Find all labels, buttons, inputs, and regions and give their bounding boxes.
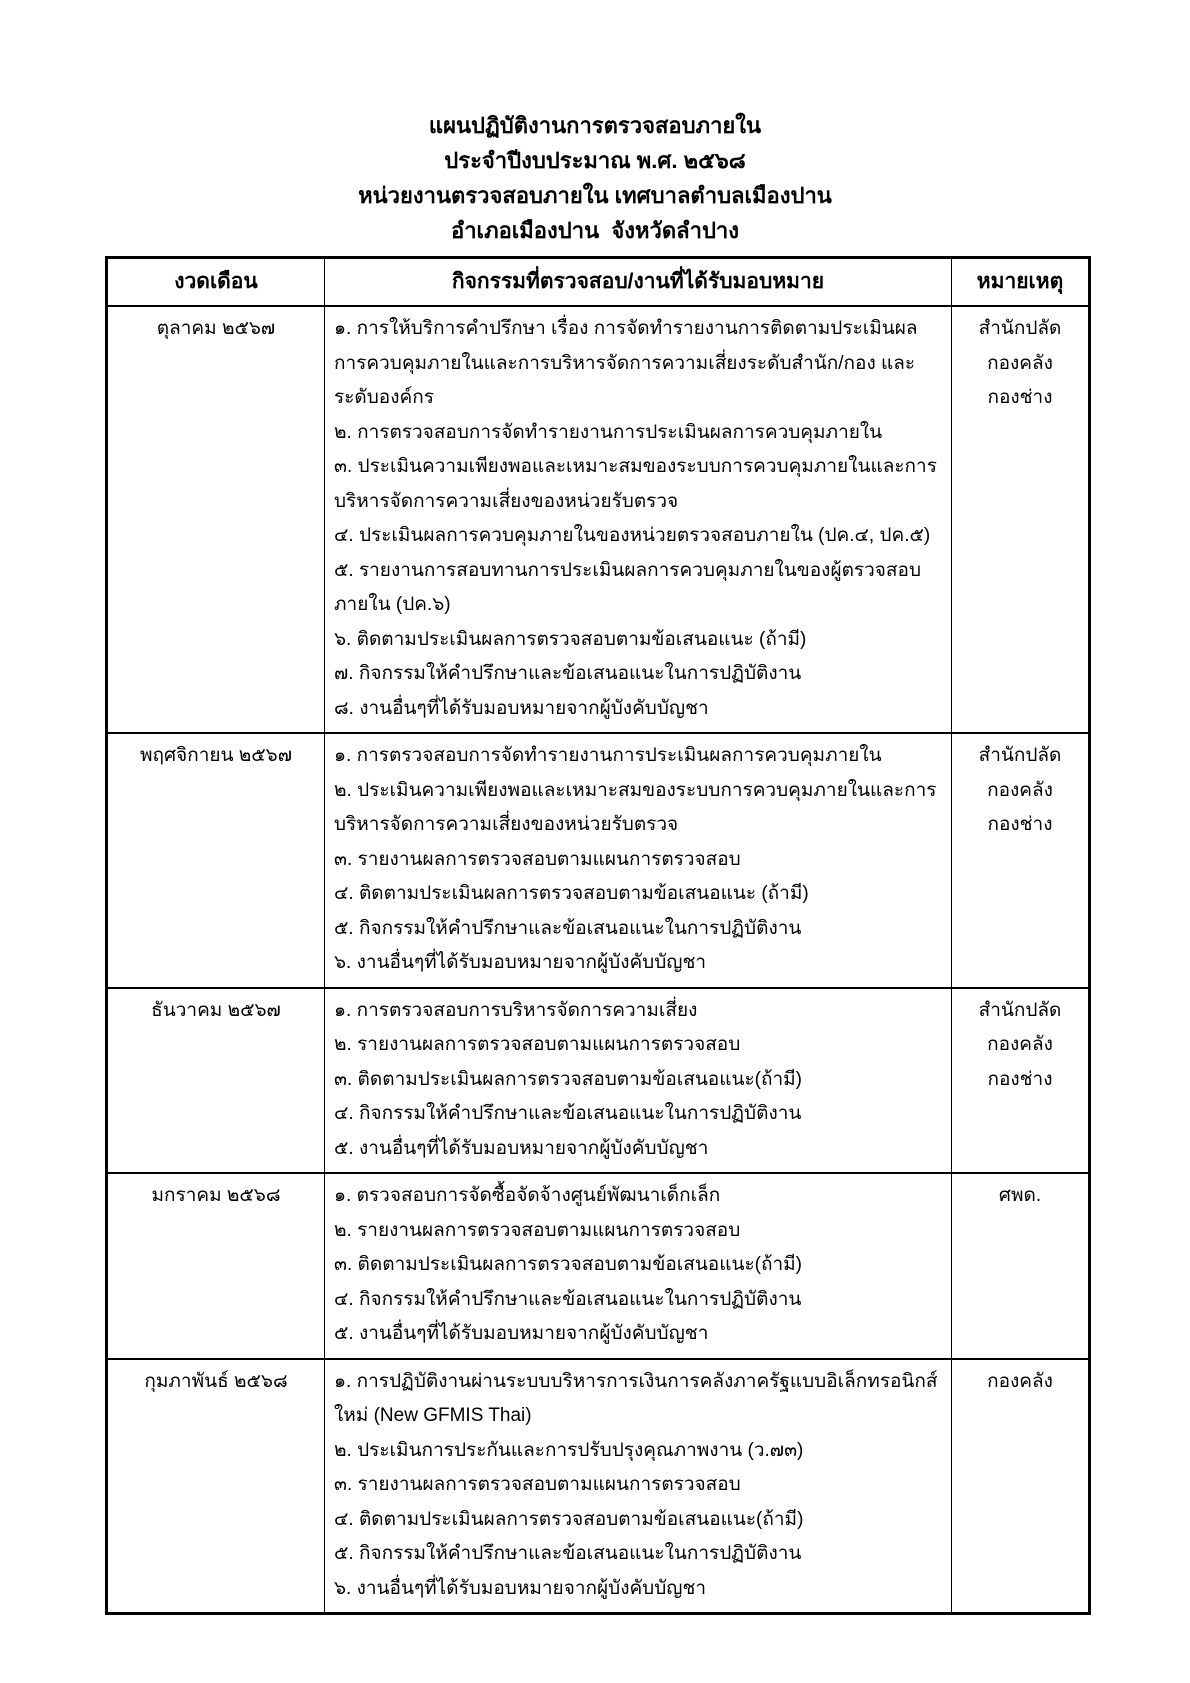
activity-item: ๔. ประเมินผลการควบคุมภายในของหน่วยตรวจสอบภายใน (ปค.๔, ปค.๕) [334, 525, 931, 546]
audit-plan-table [105, 256, 1091, 1615]
month-cell: มกราคม ๒๕๖๘ [107, 1173, 325, 1359]
table-row [107, 733, 1090, 988]
activities-cell [325, 306, 952, 733]
activity-item: ๔. กิจกรรมให้คำปรึกษาและข้อเสนอแนะในการปฏิบัติงาน [334, 1288, 802, 1310]
activity-item: ๓. รายงานผลการตรวจสอบตามแผนการตรวจสอบ [334, 1474, 741, 1495]
activity-item: ๓. ติดตามประเมินผลการตรวจสอบตามข้อเสนอแนะ(ถ้ามี) [334, 1068, 803, 1090]
month-cell: ธันวาคม ๒๕๖๗ [107, 988, 325, 1174]
remark-line: กองช่าง [987, 814, 1053, 835]
remarks-cell [952, 1173, 1090, 1359]
remark-line: กองคลัง [987, 1370, 1053, 1392]
column-header-activities: กิจกรรมที่ตรวจสอบ/งานที่ได้รับมอบหมาย [325, 258, 952, 307]
remark-line: สำนักปลัด [978, 999, 1062, 1021]
activities-cell [325, 1173, 952, 1359]
activity-item: ๒. การตรวจสอบการจัดทำรายงานการประเมินผลการควบคุมภายใน [334, 421, 883, 443]
remark-line: กองช่าง [987, 1068, 1053, 1090]
title-line-district-province: อำเภอเมืองปาน จังหวัดลำปาง [450, 218, 740, 243]
remarks-cell [952, 306, 1090, 733]
remark-line: สำนักปลัด [978, 318, 1062, 339]
activity-item: ๕. รายงานการสอบทานการประเมินผลการควบคุมภายในของผู้ตรวจสอบภายใน (ปค.๖) [334, 559, 922, 615]
activity-item: ๖. ติดตามประเมินผลการตรวจสอบตามข้อเสนอแนะ (ถ้ามี) [334, 628, 807, 650]
remarks-cell [952, 1359, 1090, 1614]
activity-item: ๑. การตรวจสอบการบริหารจัดการความเสี่ยง [334, 999, 698, 1021]
remark-line: กองคลัง [987, 1034, 1053, 1055]
remark-line: สำนักปลัด [978, 745, 1062, 766]
activities-cell [325, 988, 952, 1174]
activity-item: ๒. ประเมินความเพียงพอและเหมาะสมของระบบการควบคุมภายในและการบริหารจัดการความเสี่ยงของหน่วยรับตรวจ [334, 779, 937, 835]
title-line-fiscal-year: ประจำปีงบประมาณ พ.ศ. ๒๕๖๘ [444, 148, 746, 173]
activity-item: ๗. กิจกรรมให้คำปรึกษาและข้อเสนอแนะในการปฏิบัติงาน [334, 663, 802, 684]
column-header-month: งวดเดือน [107, 258, 325, 307]
activity-item: ๑. การตรวจสอบการจัดทำรายงานการประเมินผลการควบคุมภายใน [334, 745, 882, 766]
remark-line: ศพด. [998, 1185, 1042, 1206]
activity-item: ๘. งานอื่นๆที่ได้รับมอบหมายจากผู้บังคับบัญชา [334, 697, 709, 719]
activity-item: ๔. ติดตามประเมินผลการตรวจสอบตามข้อเสนอแนะ(ถ้ามี) [334, 1508, 804, 1530]
activity-item: ๓. รายงานผลการตรวจสอบตามแผนการตรวจสอบ [334, 848, 741, 870]
document-title-block [0, 0, 1190, 248]
activity-item: ๕. กิจกรรมให้คำปรึกษาและข้อเสนอแนะในการปฏิบัติงาน [334, 1543, 802, 1564]
title-line-plan: แผนปฏิบัติงานการตรวจสอบภายใน [428, 113, 762, 138]
activity-item: ๒. รายงานผลการตรวจสอบตามแผนการตรวจสอบ [334, 1034, 741, 1055]
activity-item: ๖. งานอื่นๆที่ได้รับมอบหมายจากผู้บังคับบัญชา [334, 952, 707, 973]
table-header-row [107, 258, 1090, 307]
activity-item: ๑. ตรวจสอบการจัดซื้อจัดจ้างศูนย์พัฒนาเด็กเล็ก [334, 1185, 721, 1206]
month-cell: ตุลาคม ๒๕๖๗ [107, 306, 325, 733]
plan-table-body [107, 306, 1090, 1614]
table-row [107, 1173, 1090, 1359]
remarks-cell [952, 988, 1090, 1174]
activity-item: ๕. กิจกรรมให้คำปรึกษาและข้อเสนอแนะในการปฏิบัติงาน [334, 917, 802, 939]
activity-item: ๕. งานอื่นๆที่ได้รับมอบหมายจากผู้บังคับบัญชา [334, 1323, 709, 1344]
activities-cell [325, 733, 952, 988]
table-row [107, 1359, 1090, 1614]
activity-item: ๔. กิจกรรมให้คำปรึกษาและข้อเสนอแนะในการปฏิบัติงาน [334, 1103, 802, 1124]
remark-line: กองช่าง [987, 387, 1053, 408]
activity-item: ๓. ติดตามประเมินผลการตรวจสอบตามข้อเสนอแนะ(ถ้ามี) [334, 1254, 803, 1275]
title-line-agency: หน่วยงานตรวจสอบภายใน เทศบาลตำบลเมืองปาน [358, 183, 832, 208]
column-header-remarks: หมายเหตุ [952, 258, 1090, 307]
month-cell: กุมภาพันธ์ ๒๕๖๘ [107, 1359, 325, 1614]
activity-item: ๒. รายงานผลการตรวจสอบตามแผนการตรวจสอบ [334, 1219, 741, 1241]
remark-line: กองคลัง [987, 779, 1053, 801]
activities-cell [325, 1359, 952, 1614]
activity-item: ๑. การให้บริการคำปรึกษา เรื่อง การจัดทำรายงานการติดตามประเมินผลการควบคุมภายในและการบริหารจัดการความเสี่ยงระดับสำนัก/กอง และระดับองค์กร [334, 318, 918, 408]
remarks-cell [952, 733, 1090, 988]
activity-item: ๒. ประเมินการประกันและการปรับปรุงคุณภาพงาน (ว.๗๓) [334, 1439, 804, 1461]
table-row [107, 306, 1090, 733]
table-row [107, 988, 1090, 1174]
remark-line: กองคลัง [987, 352, 1053, 374]
month-cell: พฤศจิกายน ๒๕๖๗ [107, 733, 325, 988]
activity-item: ๖. งานอื่นๆที่ได้รับมอบหมายจากผู้บังคับบัญชา [334, 1577, 707, 1599]
activity-item: ๔. ติดตามประเมินผลการตรวจสอบตามข้อเสนอแนะ (ถ้ามี) [334, 883, 809, 904]
activity-item: ๕. งานอื่นๆที่ได้รับมอบหมายจากผู้บังคับบัญชา [334, 1137, 709, 1159]
activity-item: ๑. การปฏิบัติงานผ่านระบบบริหารการเงินการคลังภาครัฐแบบอิเล็กทรอนิกส์ใหม่ (New GFMIS Thai) [334, 1370, 938, 1426]
activity-item: ๓. ประเมินความเพียงพอและเหมาะสมของระบบการควบคุมภายในและการบริหารจัดการความเสี่ยงของหน่วยรับตรวจ [334, 456, 937, 512]
